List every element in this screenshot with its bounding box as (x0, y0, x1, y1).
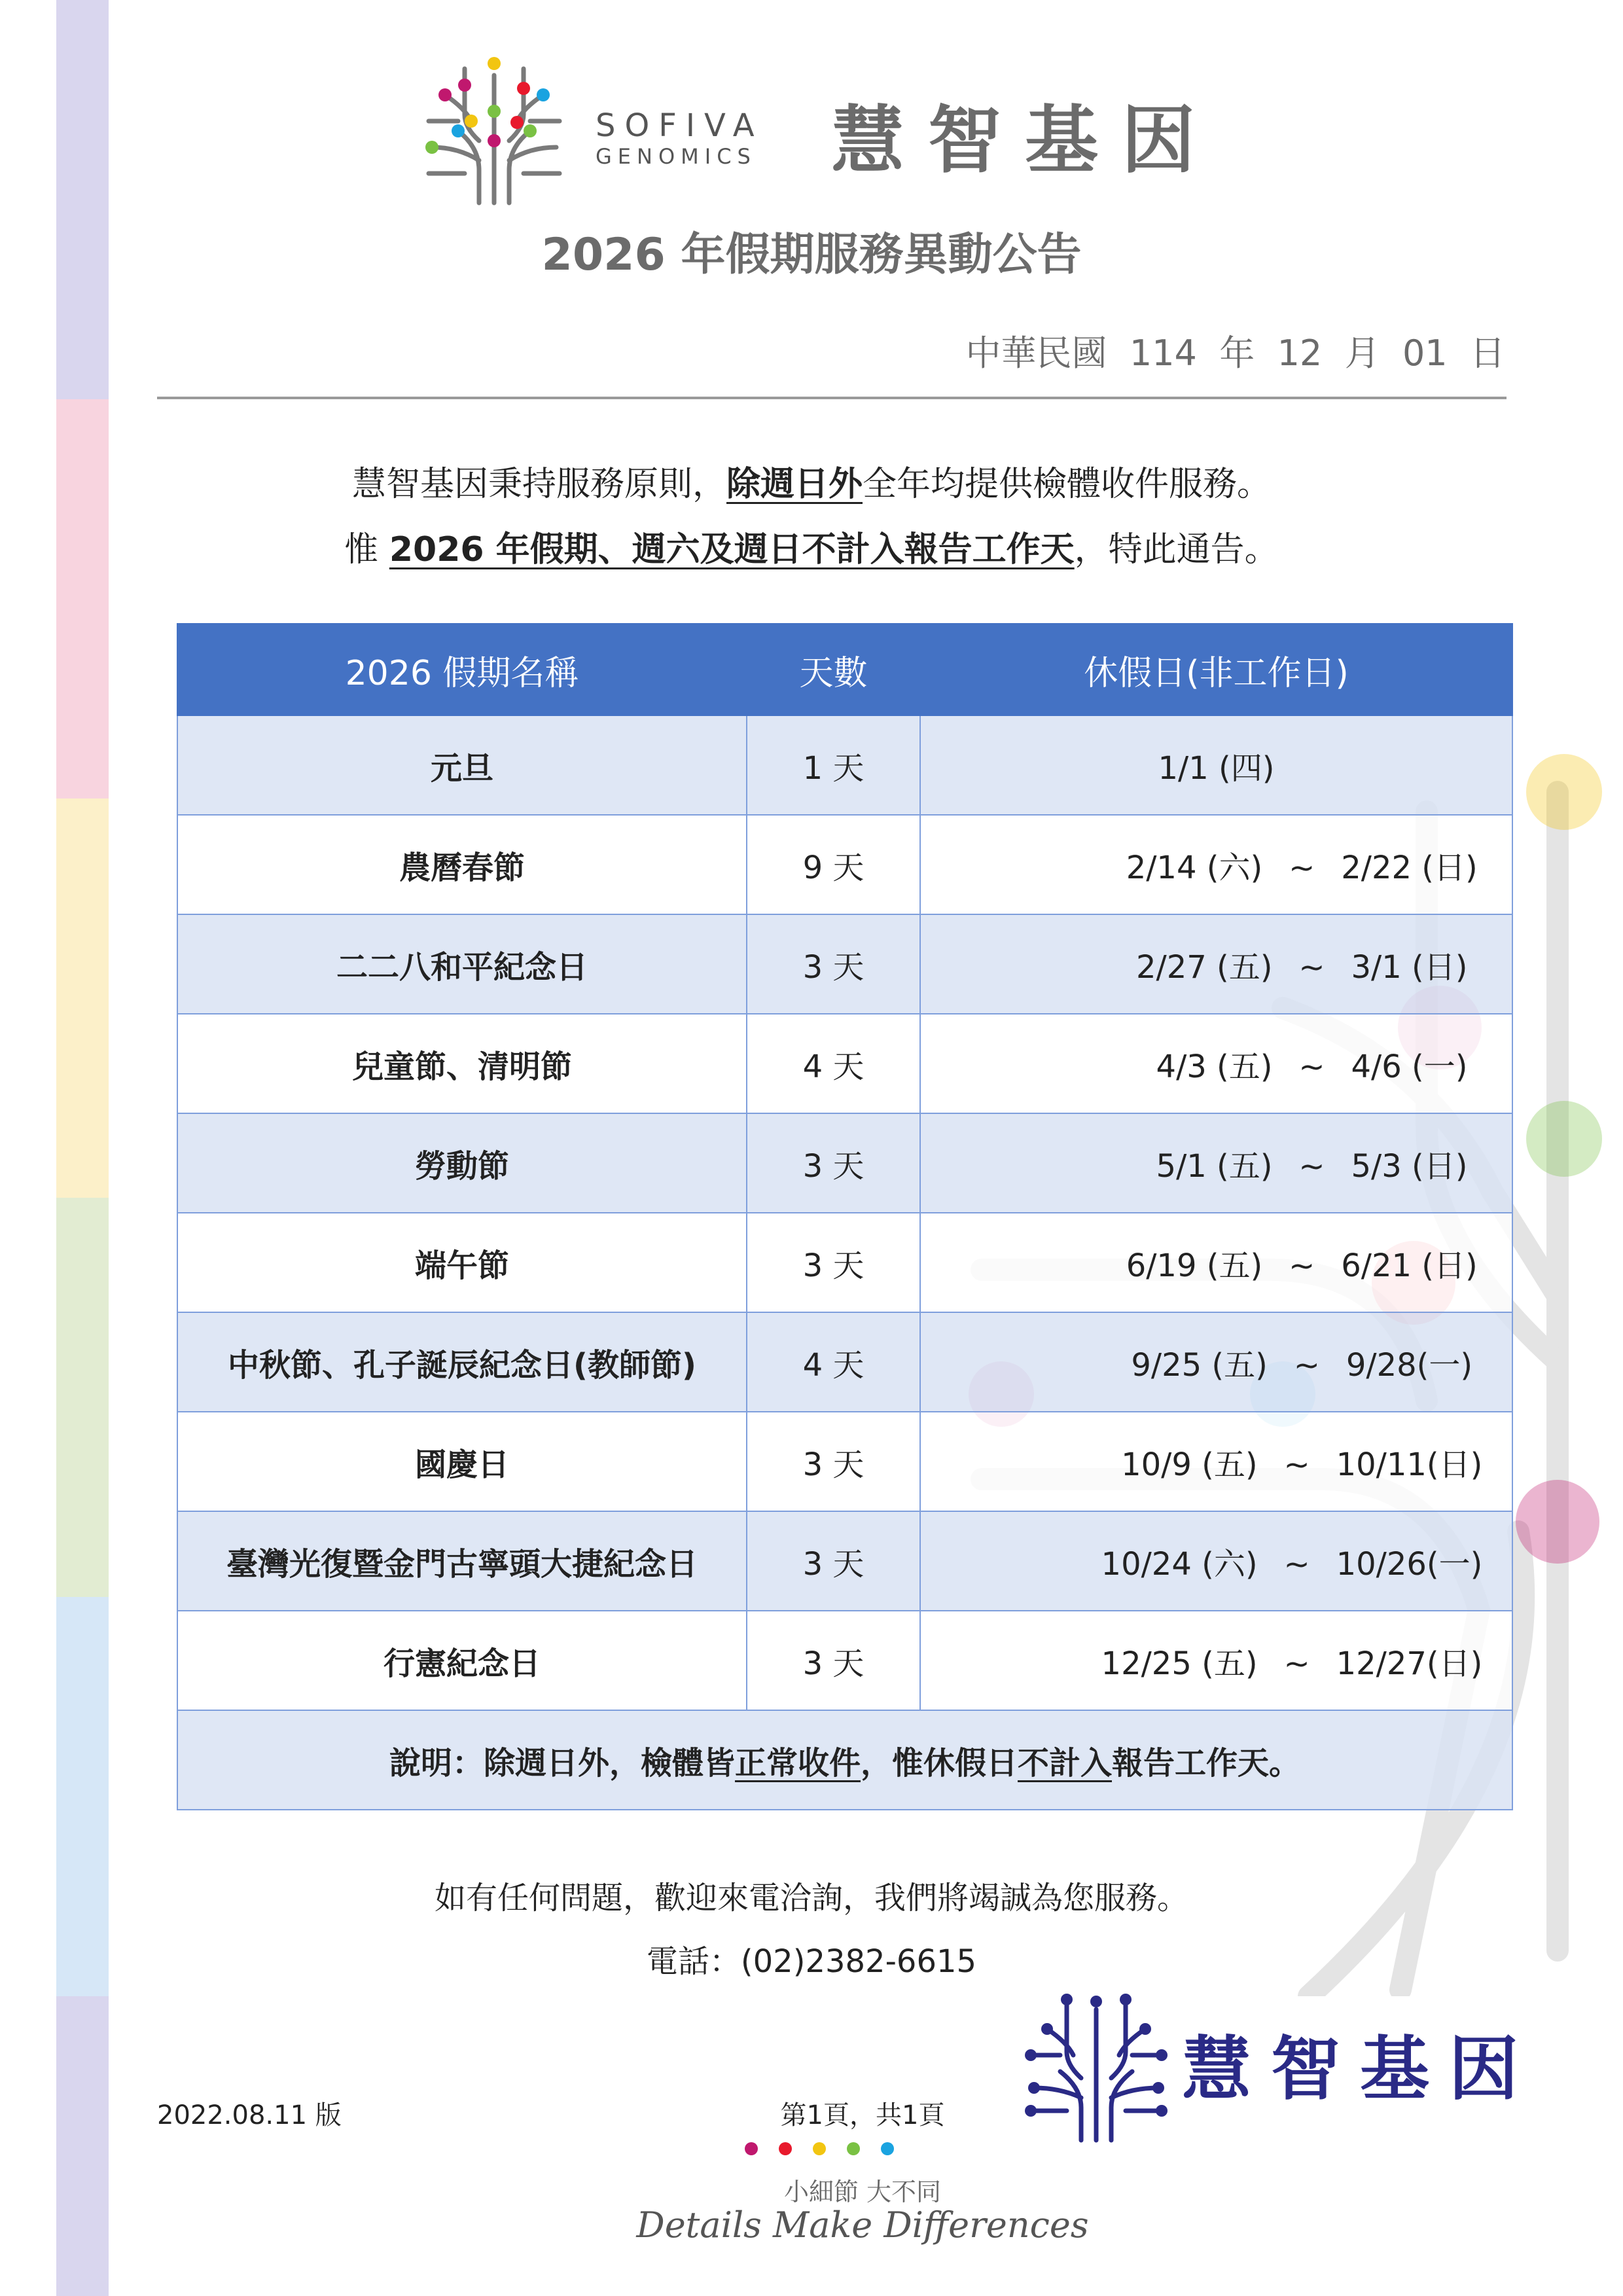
table-row (177, 1213, 1512, 1312)
holiday-days: 1 天 (747, 715, 920, 815)
holiday-name: 勞動節 (177, 1113, 747, 1213)
color-dot (779, 2142, 792, 2155)
table-row (177, 1113, 1512, 1213)
holiday-name: 元旦 (177, 715, 747, 815)
tree-circuit-logo-icon (419, 49, 569, 219)
date-end: 2/22 (日) (1341, 849, 1478, 886)
holiday-days: 3 天 (747, 1213, 920, 1312)
side-bar-segment (56, 798, 109, 1198)
date-separator: ~ (1283, 1645, 1310, 1682)
holiday-dates (920, 815, 1512, 914)
date-start: 6/19 (五) (1126, 1247, 1263, 1284)
side-bar-segment (56, 1597, 109, 1996)
color-dot (881, 2142, 894, 2155)
announcement-date: 中華民國 114 年 12 月 01 日 (965, 332, 1505, 374)
holiday-days: 3 天 (747, 1113, 920, 1213)
color-dot (847, 2142, 860, 2155)
date-separator: ~ (1298, 1147, 1325, 1185)
intro-text: 慧智基因秉持服務原則， (351, 465, 726, 504)
holiday-dates (920, 914, 1512, 1014)
table-row (177, 1014, 1512, 1113)
table-row (177, 914, 1512, 1014)
holiday-name: 國慶日 (177, 1412, 747, 1511)
column-header-days: 天數 (747, 624, 920, 715)
table-row (177, 1611, 1512, 1710)
date-separator: ~ (1298, 1048, 1325, 1085)
date-end: 12/27(日) (1336, 1645, 1483, 1682)
note-underlined-text: 不計入 (1018, 1744, 1113, 1782)
brand-en-line2: GENOMICS (596, 144, 757, 169)
holiday-name: 臺灣光復暨金門古寧頭大捷紀念日 (177, 1511, 747, 1611)
holiday-name: 端午節 (177, 1213, 747, 1312)
date-end: 4/6 (一) (1351, 1048, 1468, 1085)
page-number: 第1頁，共1頁 (780, 2100, 945, 2130)
intro-text: ，特此通告。 (1074, 530, 1279, 569)
table-row (177, 715, 1512, 815)
contact-phone: 電話：(02)2382-6615 (646, 1943, 977, 1980)
date-end: 10/26(一) (1336, 1545, 1483, 1583)
holiday-days: 4 天 (747, 1014, 920, 1113)
date-end: 3/1 (日) (1351, 948, 1468, 986)
color-dots (745, 2142, 915, 2158)
document-version: 2022.08.11 版 (157, 2100, 342, 2130)
date-start: 10/24 (六) (1101, 1545, 1258, 1583)
slogan-chinese: 小細節 大不同 (783, 2178, 942, 2206)
column-header-dates: 休假日(非工作日) (920, 624, 1512, 715)
side-bar-segment (56, 0, 109, 399)
date-separator: ~ (1289, 1247, 1315, 1284)
date-start: 2/14 (六) (1126, 849, 1263, 886)
intro-emphasis: 2026 年假期、週六及週日不計入報告工作天 (389, 530, 1075, 569)
table-note (177, 1710, 1512, 1810)
holiday-dates (920, 1213, 1512, 1312)
date-start: 2/27 (五) (1136, 948, 1273, 986)
note-text: 報告工作天。 (1112, 1744, 1301, 1782)
note-underlined-text: 正常收件 (734, 1744, 861, 1782)
side-bar-segment (56, 1996, 109, 2296)
color-dot (745, 2142, 758, 2155)
holiday-days: 9 天 (747, 815, 920, 914)
date-separator: ~ (1283, 1545, 1310, 1583)
holiday-days: 3 天 (747, 914, 920, 1014)
date-start: 1/1 (四) (1158, 749, 1275, 787)
holiday-days: 3 天 (747, 1611, 920, 1710)
holiday-days: 3 天 (747, 1511, 920, 1611)
date-separator: ~ (1293, 1346, 1320, 1384)
brand-name-chinese: 慧智基因 (831, 98, 1219, 183)
date-separator: ~ (1289, 849, 1315, 886)
holiday-table (177, 623, 1513, 1810)
side-bar-segment (56, 1198, 109, 1597)
table-note-row (177, 1710, 1512, 1810)
date-end: 5/3 (日) (1351, 1147, 1468, 1185)
holiday-dates (920, 1511, 1512, 1611)
date-end: 10/11(日) (1336, 1446, 1483, 1483)
header-logo (419, 49, 1224, 219)
color-dot (813, 2142, 826, 2155)
holiday-name: 二二八和平紀念日 (177, 914, 747, 1014)
header-divider (157, 397, 1507, 399)
date-start: 10/9 (五) (1121, 1446, 1258, 1483)
date-end: 6/21 (日) (1341, 1247, 1478, 1284)
table-row (177, 1312, 1512, 1412)
note-text: ，惟休假日 (860, 1744, 1018, 1782)
intro-line-1 (0, 458, 1623, 511)
page-title: 2026 年假期服務異動公告 (541, 229, 1082, 281)
holiday-dates (920, 1312, 1512, 1412)
holiday-name: 行憲紀念日 (177, 1611, 747, 1710)
column-header-name: 2026 假期名稱 (177, 624, 747, 715)
date-end: 9/28(一) (1346, 1346, 1473, 1384)
slogan-english: Details Make Differences (636, 2204, 1089, 2246)
contact-message: 如有任何問題，歡迎來電洽詢，我們將竭誠為您服務。 (434, 1880, 1188, 1916)
holiday-name: 農曆春節 (177, 815, 747, 914)
footer-brand-chinese: 慧智基因 (1182, 2029, 1538, 2109)
holiday-days: 3 天 (747, 1412, 920, 1511)
date-separator: ~ (1283, 1446, 1310, 1483)
intro-line-2 (0, 524, 1623, 576)
holiday-dates (920, 1412, 1512, 1511)
intro-text: 全年均提供檢體收件服務。 (863, 465, 1272, 504)
brand-name-english (596, 108, 764, 170)
footer-logo (1021, 1990, 1538, 2147)
date-start: 9/25 (五) (1131, 1346, 1268, 1384)
intro-text: 惟 (344, 530, 389, 569)
holiday-dates (920, 1014, 1512, 1113)
date-start: 12/25 (五) (1101, 1645, 1258, 1682)
date-separator: ~ (1298, 948, 1325, 986)
holiday-dates (920, 715, 1512, 815)
holiday-name: 中秋節、孔子誕辰紀念日(教師節) (177, 1312, 747, 1412)
date-start: 4/3 (五) (1156, 1048, 1273, 1085)
intro-emphasis: 除週日外 (726, 465, 863, 504)
table-row (177, 815, 1512, 914)
brand-en-line1: SOFIVA (596, 107, 764, 144)
table-row (177, 1511, 1512, 1611)
note-text: 說明：除週日外，檢體皆 (389, 1744, 735, 1782)
table-row (177, 1412, 1512, 1511)
holiday-days: 4 天 (747, 1312, 920, 1412)
table-header-row (177, 624, 1512, 715)
date-start: 5/1 (五) (1156, 1147, 1273, 1185)
holiday-name: 兒童節、清明節 (177, 1014, 747, 1113)
holiday-dates (920, 1611, 1512, 1710)
holiday-dates (920, 1113, 1512, 1213)
